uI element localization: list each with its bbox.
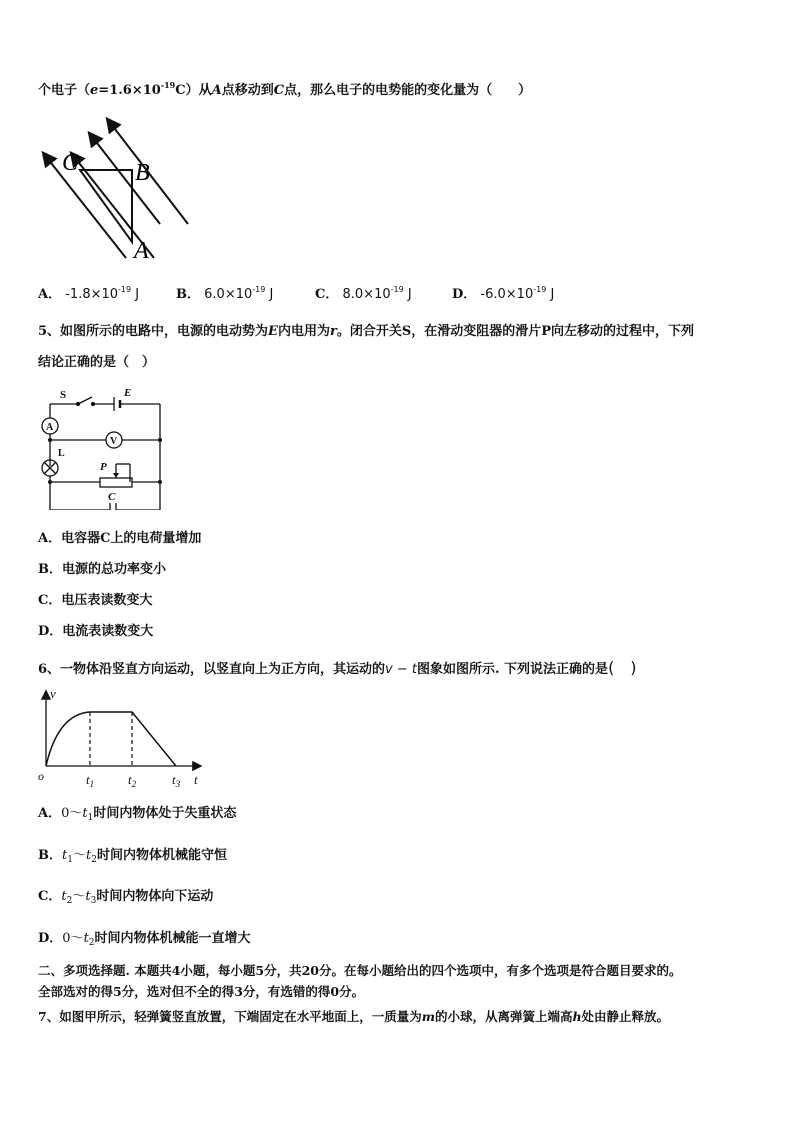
q5-stem-line2: 结论正确的是（ ）	[38, 355, 156, 370]
junction-dot	[48, 480, 52, 484]
option-mid: ～	[72, 848, 86, 863]
q5-stem-r: r	[329, 324, 337, 339]
option-var2: t	[85, 889, 91, 904]
option-var: t	[82, 806, 88, 821]
vt-curve	[46, 712, 176, 766]
label-a: A	[134, 238, 149, 264]
option-sub: 2	[88, 938, 95, 948]
option-letter: B．	[176, 287, 200, 302]
option-mantissa: -1.8×10	[65, 287, 119, 302]
label-t-axis: t	[194, 772, 198, 787]
label-e: E	[124, 387, 132, 399]
label-ammeter: A	[46, 422, 54, 433]
option-text: 时间内物体向下运动	[96, 889, 214, 904]
option-exp: -19	[533, 285, 547, 294]
q5-stem-text: 内电用为	[277, 324, 330, 339]
label-l: L	[58, 448, 65, 459]
q4-field-figure	[36, 112, 196, 264]
label-t2: $t_2$	[128, 772, 137, 789]
option-sub: 1	[87, 813, 94, 823]
option-sub2: 2	[91, 855, 97, 865]
option-letter: B．	[38, 848, 62, 863]
q4-option-d	[452, 286, 554, 304]
label-b: B	[135, 160, 150, 186]
q6-option-c	[38, 888, 213, 906]
q5-circuit-diagram	[38, 384, 168, 510]
q4-stem-point-a: A	[211, 83, 222, 98]
option-text: 时间内物体机械能守恒	[96, 848, 227, 863]
option-letter: D．	[452, 287, 477, 302]
q5-stem-text: 5、如图所示的电路中，电源的电动势为	[38, 324, 269, 339]
junction-dot	[158, 438, 162, 442]
label-s: S	[60, 389, 67, 401]
option-unit: J	[407, 287, 412, 302]
q6-vt-graph	[36, 686, 206, 794]
option-pre: 0～	[62, 931, 84, 946]
q5-option-d: D．电流表读数变大	[38, 624, 154, 639]
option-value	[480, 287, 554, 302]
option-exp: -19	[252, 285, 266, 294]
q4-stem-text: 个电子（	[38, 83, 91, 98]
option-mantissa: -6.0×10	[480, 287, 534, 302]
option-value	[65, 287, 139, 302]
option-letter: A．	[38, 806, 62, 821]
q4-stem-text: 点，那么电子的电势能的变化量为（ ）	[284, 83, 532, 98]
option-mid: ～	[72, 889, 86, 904]
option-exp: -19	[390, 285, 404, 294]
option-unit: J	[135, 287, 140, 302]
option-value	[343, 287, 412, 302]
q4-stem	[38, 82, 531, 100]
q4-stem-e: e	[90, 83, 99, 98]
section2-instructions-line2: 全部选对的得5分，选对但不全的得3分，有选错的得0分。	[38, 984, 365, 999]
q6-option-a	[38, 805, 236, 823]
label-voltmeter: V	[110, 436, 118, 447]
q4-option-b	[176, 286, 273, 304]
q5-stem-line1	[38, 323, 694, 341]
option-var2: t	[85, 848, 92, 863]
label-t1: $t_1$	[86, 772, 95, 789]
q5-stem-text: 。闭合开关S，在滑动变阻器的滑片P向左移动的过程中，下列	[336, 324, 695, 339]
option-text: 时间内物体机械能一直增大	[94, 931, 251, 946]
section2-instructions-line1: 二、多项选择题. 本题共4小题，每小题5分，共20分。在每小题给出的四个选项中，有多个选项是符合题目要求的。	[38, 963, 682, 978]
q4-stem-text: C）从	[175, 83, 212, 98]
option-var: t	[62, 848, 68, 863]
q7-stem	[38, 1008, 669, 1026]
option-letter: D．	[38, 931, 63, 946]
q6-stem-text: 图象如图所示. 下列说法正确的是	[417, 662, 609, 677]
option-letter: C．	[315, 287, 339, 302]
q4-stem-exp: -19	[160, 80, 176, 90]
slider-arrow	[113, 473, 119, 478]
q7-stem-text: 7、如图甲所示，轻弹簧竖直放置，下端固定在水平地面上，一质量为	[38, 1009, 422, 1024]
option-sub2: 3	[90, 896, 97, 906]
q7-stem-m: m	[421, 1009, 435, 1024]
q7-stem-h: h	[572, 1009, 582, 1024]
label-p: P	[100, 461, 107, 473]
option-sub: 1	[67, 855, 73, 865]
option-exp: -19	[118, 285, 132, 294]
label-c: C	[62, 150, 79, 176]
q4-stem-charge: =1.6×10	[98, 83, 161, 98]
option-var: t	[83, 931, 89, 946]
q4-option-a	[38, 286, 139, 304]
option-letter: A．	[38, 287, 62, 302]
q6-option-b	[38, 847, 227, 865]
option-var: t	[61, 889, 67, 904]
q5-option-a: A．电容器C上的电荷量增加	[38, 531, 202, 546]
junction-dot	[158, 480, 162, 484]
q6-stem-paren: ( )	[608, 658, 637, 677]
q6-stem	[38, 659, 637, 679]
label-t3: $t_3$	[172, 772, 181, 789]
q5-option-b: B．电源的总功率变小	[38, 562, 166, 577]
q7-stem-text: 处由静止释放。	[581, 1009, 670, 1024]
label-c: C	[108, 491, 116, 503]
option-pre: 0～	[61, 806, 83, 821]
q4-stem-text: 点移动到	[221, 83, 274, 98]
label-v: v	[50, 686, 56, 701]
q6-option-d	[38, 930, 251, 948]
q4-stem-point-c: C	[273, 83, 285, 98]
option-unit: J	[269, 287, 274, 302]
q5-stem-emf: E	[268, 324, 278, 339]
label-origin: o	[38, 769, 44, 783]
option-text: 时间内物体处于失重状态	[93, 806, 237, 821]
option-letter: C．	[38, 889, 62, 904]
option-mantissa: 8.0×10	[342, 287, 391, 302]
q4-option-c	[315, 286, 412, 304]
q6-stem-text: 6、一物体沿竖直方向运动，以竖直向上为正方向，其运动的	[38, 662, 386, 677]
option-mantissa: 6.0×10	[204, 287, 253, 302]
option-sub: 2	[66, 896, 73, 906]
q7-stem-text: 的小球，从离弹簧上端高	[434, 1009, 573, 1024]
option-value	[204, 287, 273, 302]
option-unit: J	[550, 287, 555, 302]
q6-stem-vt: v − t	[385, 662, 417, 677]
q5-option-c: C．电压表读数变大	[38, 593, 153, 608]
junction-dot	[48, 438, 52, 442]
